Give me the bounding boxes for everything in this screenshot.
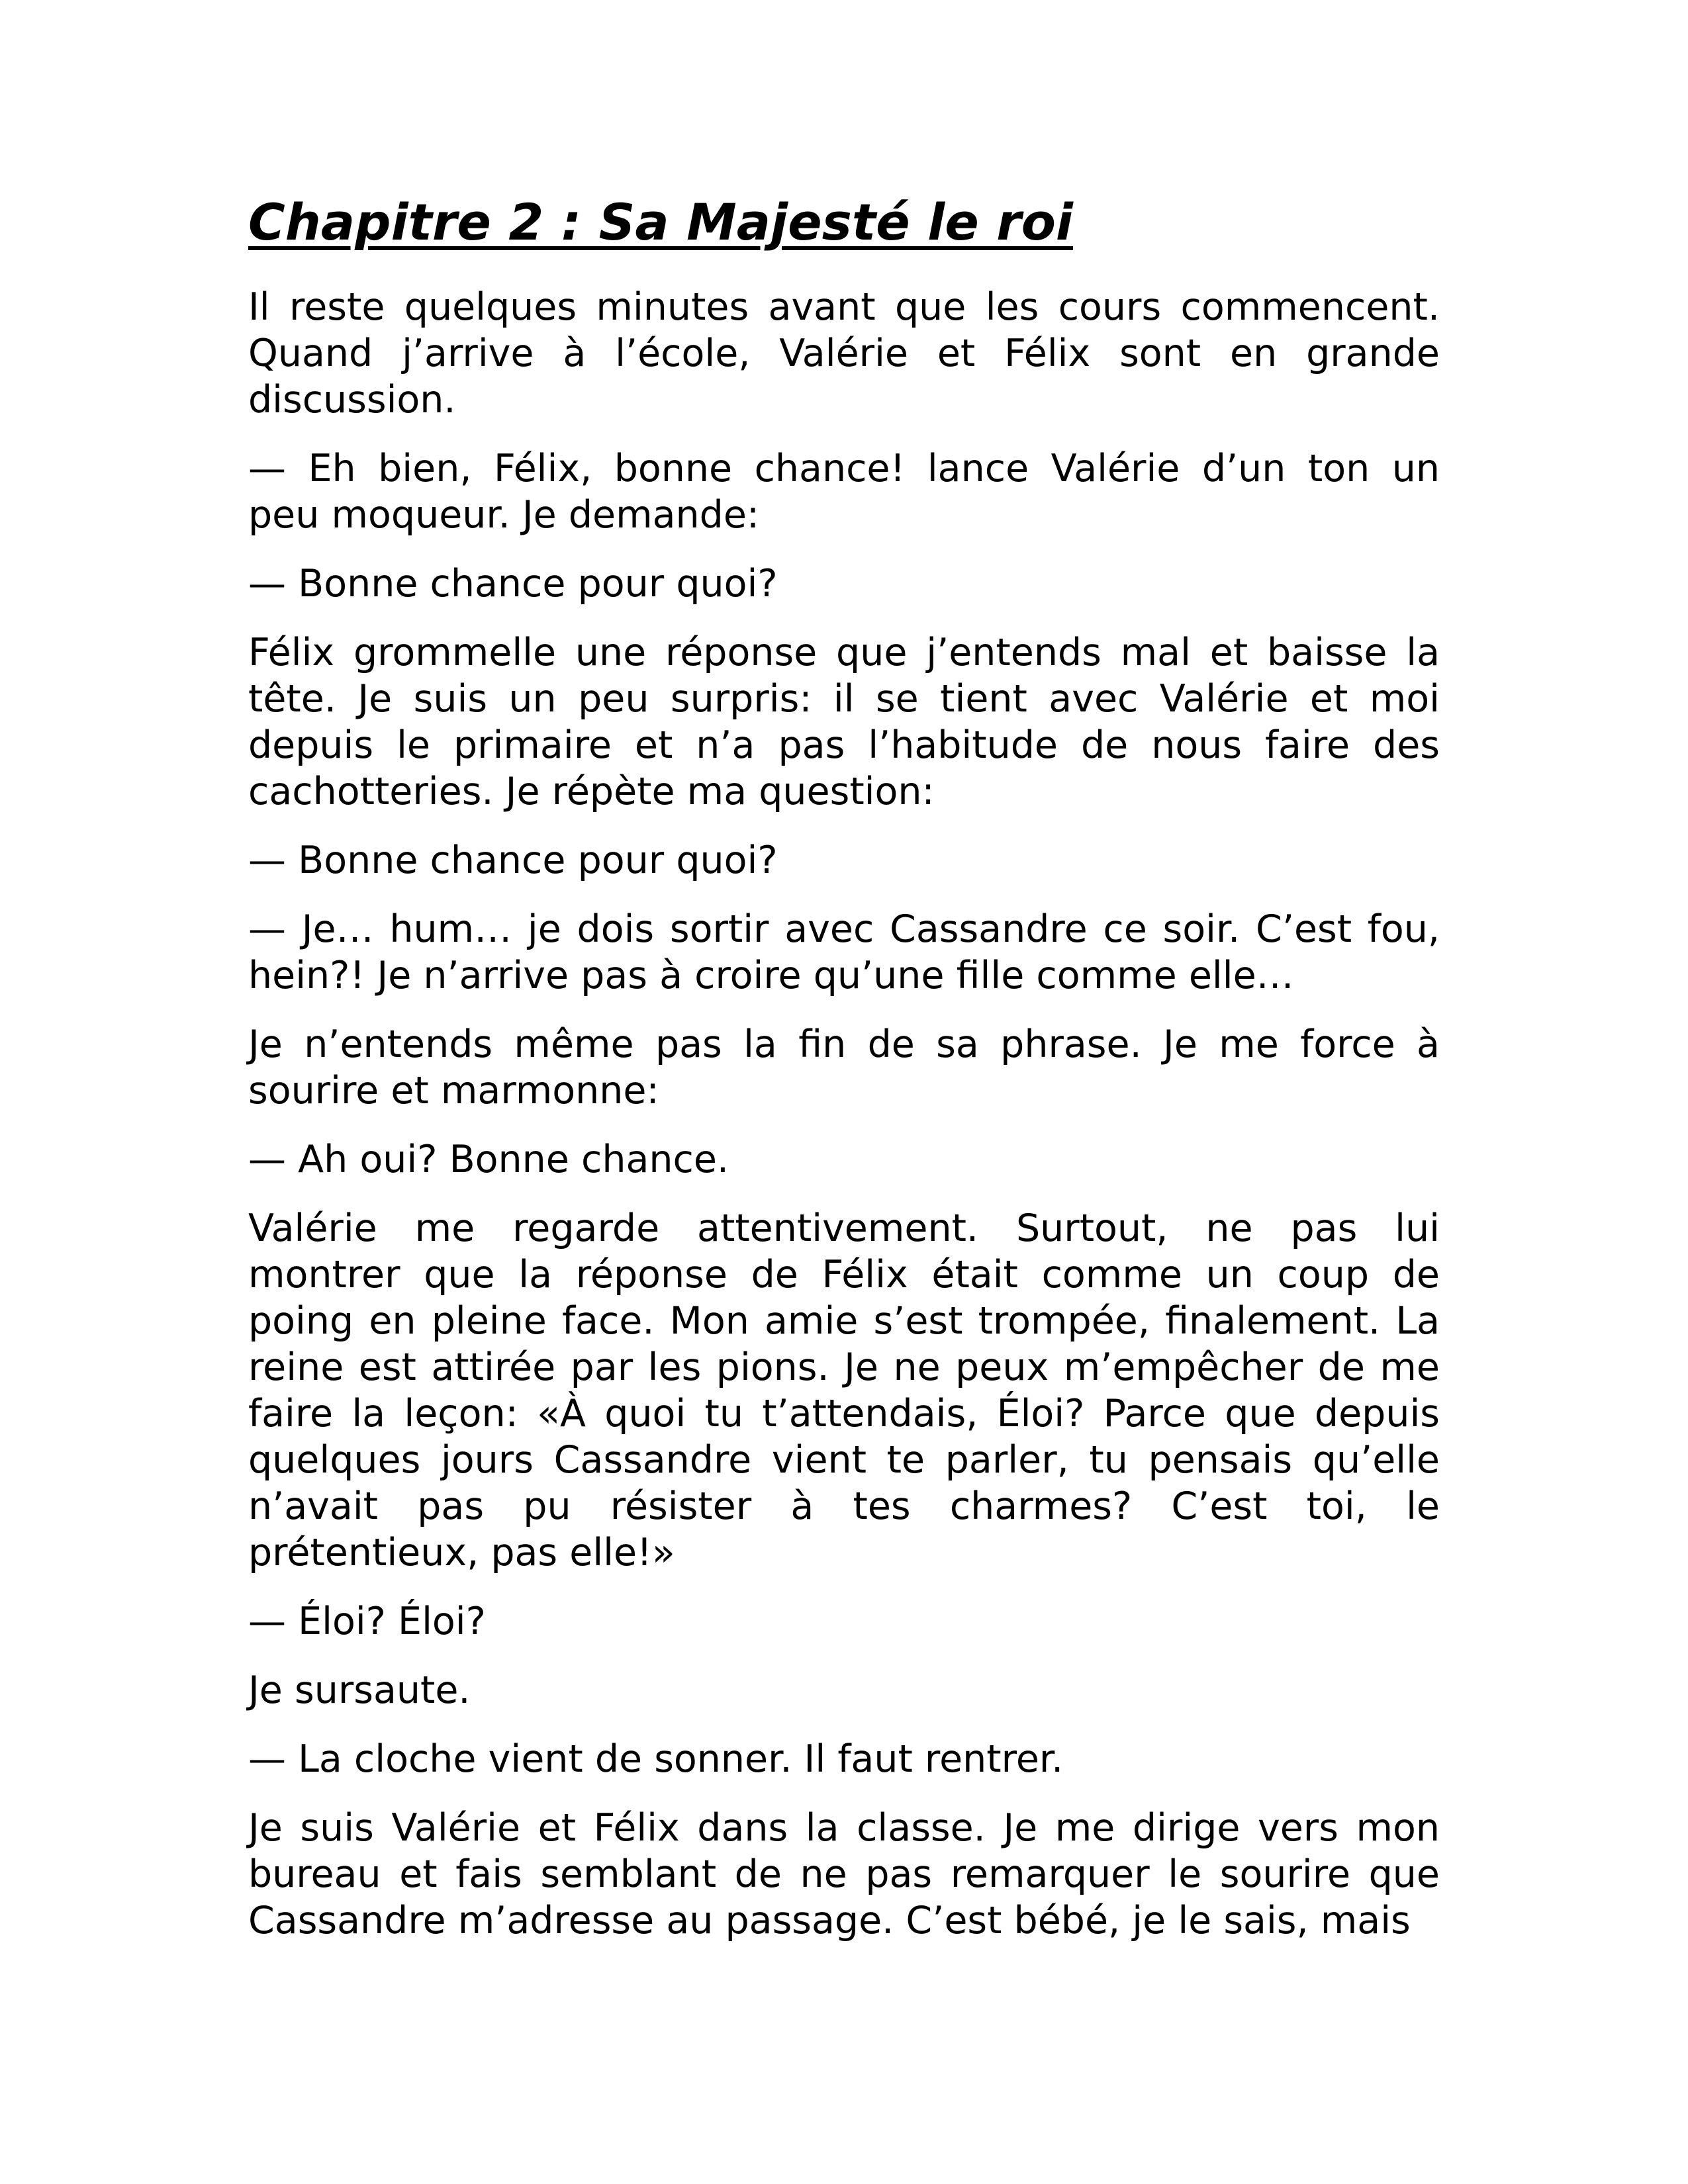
text-line: n’avait pas pu résister à tes charmes? C’est toi, le <box>248 1484 1440 1528</box>
text-line: montrer que la réponse de Félix était comme un coup de <box>248 1253 1440 1297</box>
text-line: discussion. <box>248 378 456 422</box>
text-line: Je sursaute. <box>248 1668 471 1712</box>
text-line: reine est attirée par les pions. Je ne peux m’empêcher de me <box>248 1345 1440 1389</box>
text-line: — Bonne chance pour quoi? <box>248 562 778 606</box>
text-line: hein?! Je n’arrive pas à croire qu’une fille comme elle… <box>248 954 1294 997</box>
text-line: tête. Je suis un peu surpris: il se tient avec Valérie et moi <box>248 677 1440 721</box>
paragraph <box>248 445 1440 538</box>
text-line: Je n’entends même pas la fin de sa phrase. Je me force à <box>248 1023 1440 1066</box>
paragraph <box>248 284 1440 423</box>
text-line: — Eh bien, Félix, bonne chance! lance Valérie d’un ton un <box>248 447 1440 490</box>
text-line: depuis le primaire et n’a pas l’habitude de nous faire des <box>248 723 1440 767</box>
text-line: bureau et fais semblant de ne pas remarquer le sourire que <box>248 1852 1440 1896</box>
text-line: poing en pleine face. Mon amie s’est trompée, finalement. La <box>248 1299 1440 1343</box>
paragraph <box>248 1736 1440 1782</box>
paragraph <box>248 1598 1440 1645</box>
paragraph <box>248 837 1440 884</box>
text-line: Quand j’arrive à l’école, Valérie et Félix sont en grande <box>248 332 1440 375</box>
text-line: peu moqueur. Je demande: <box>248 493 760 537</box>
text-line: Je suis Valérie et Félix dans la classe. Je me dirige vers mon <box>248 1806 1440 1850</box>
text-line: quelques jours Cassandre vient te parler, tu pensais qu’elle <box>248 1438 1440 1482</box>
text-line: — Je… hum… je dois sortir avec Cassandre ce soir. C’est fou, <box>248 907 1440 951</box>
paragraph <box>248 1205 1440 1576</box>
paragraph <box>248 1136 1440 1183</box>
text-line: faire la leçon: «À quoi tu t’attendais, Éloi? Parce que depuis <box>248 1392 1440 1435</box>
text-line: cachotteries. Je répète ma question: <box>248 770 935 813</box>
paragraph <box>248 1021 1440 1114</box>
text-line: prétentieux, pas elle!» <box>248 1531 675 1574</box>
paragraph <box>248 629 1440 815</box>
text-line: Il reste quelques minutes avant que les cours commencent. <box>248 285 1440 329</box>
paragraph <box>248 561 1440 607</box>
paragraphs-container <box>248 284 1440 1944</box>
text-line: Félix grommelle une réponse que j’entends mal et baisse la <box>248 631 1440 674</box>
text-line: — Ah oui? Bonne chance. <box>248 1138 729 1181</box>
text-line: Valérie me regarde attentivement. Surtout, ne pas lui <box>248 1206 1440 1250</box>
paragraph <box>248 906 1440 999</box>
text-line: sourire et marmonne: <box>248 1069 659 1113</box>
document-content <box>248 191 1440 1944</box>
text-line: Cassandre m’adresse au passage. C’est bébé, je le sais, mais <box>248 1899 1411 1942</box>
text-line: — Bonne chance pour quoi? <box>248 839 778 882</box>
chapter-title: Chapitre 2 : Sa Majesté le roi <box>248 193 1073 251</box>
text-line: — Éloi? Éloi? <box>248 1600 486 1643</box>
paragraph <box>248 1667 1440 1713</box>
text-line: — La cloche vient de sonner. Il faut rentrer. <box>248 1737 1064 1781</box>
paragraph <box>248 1805 1440 1944</box>
